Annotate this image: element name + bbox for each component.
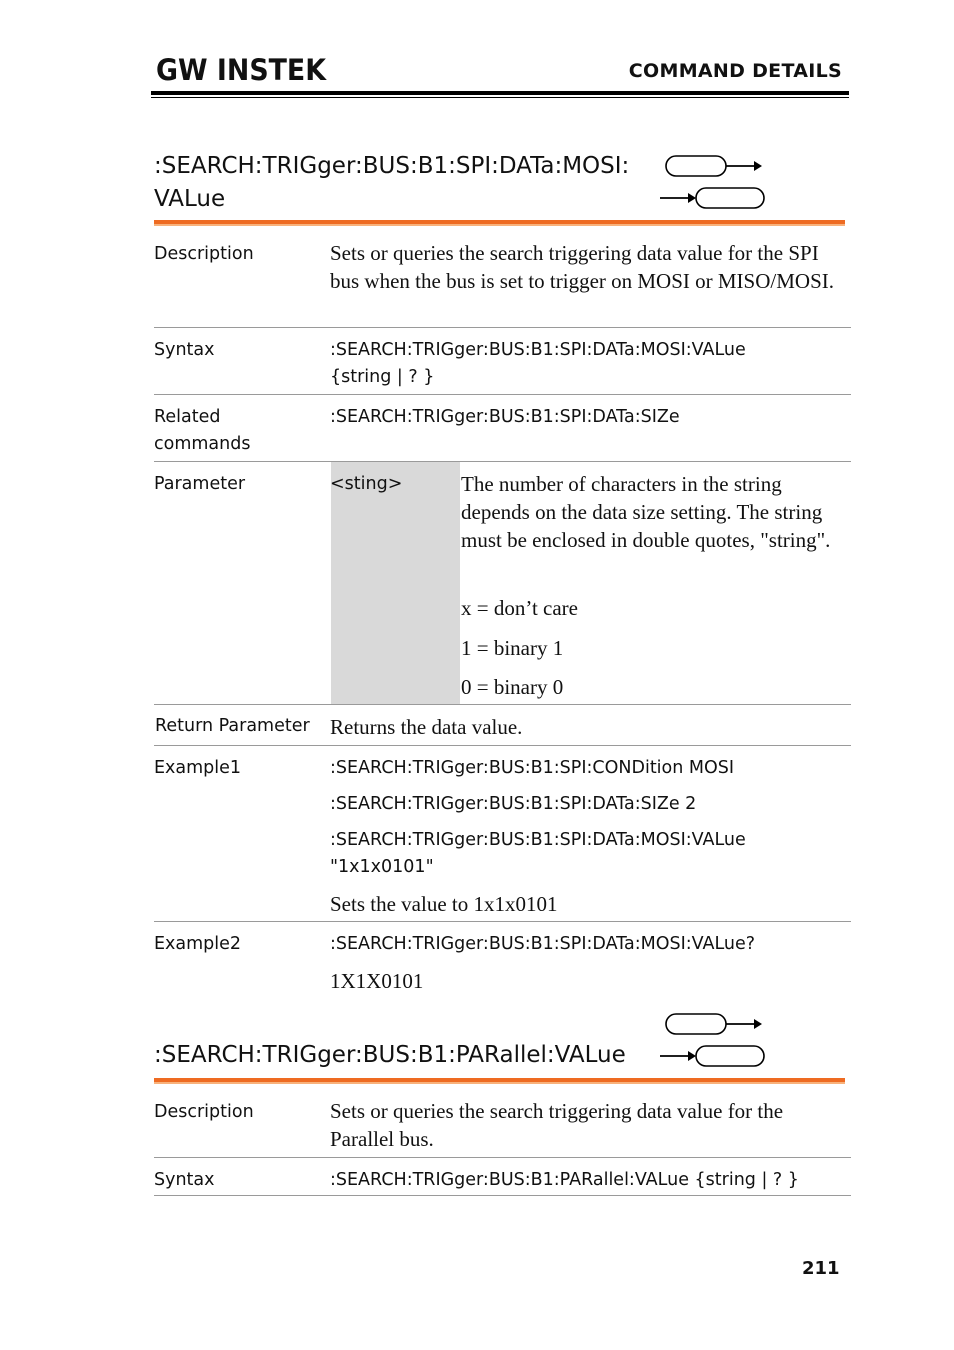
gw-instek-logo (156, 52, 328, 86)
parameter-description: The number of characters in the string depends on the data size setting. The string must be enclosed in double quotes, "string". (461, 472, 831, 552)
return-text: Returns the data value. (330, 715, 523, 739)
command-title (154, 150, 629, 216)
syntax-line1: :SEARCH:TRIGger:BUS:B1:SPI:DATa:MOSI:VALue (330, 340, 746, 360)
return-parameter-row (154, 713, 851, 746)
parameter-option-x: x = don’t care (461, 596, 578, 620)
example1-line1: :SEARCH:TRIGger:BUS:B1:SPI:CONDition MOSI (330, 758, 735, 778)
example2-line1: :SEARCH:TRIGger:BUS:B1:SPI:DATa:MOSI:VALue? (330, 934, 756, 954)
syntax-label-2: Syntax (154, 1170, 215, 1190)
header-rule-thin (151, 97, 849, 98)
example1-note: Sets the value to 1x1x0101 (330, 892, 558, 916)
set-icon (666, 1014, 762, 1034)
page-number: 211 (802, 1258, 840, 1279)
example1-line3: :SEARCH:TRIGger:BUS:B1:SPI:DATa:MOSI:VALue (330, 830, 746, 850)
example1-row (154, 755, 851, 922)
command-title-rule (154, 220, 845, 224)
example1-line2: :SEARCH:TRIGger:BUS:B1:SPI:DATa:SIZe 2 (330, 794, 697, 814)
example2-row (154, 931, 851, 1001)
command-title-line1: :SEARCH:TRIGger:BUS:B1:SPI:DATa:MOSI: (154, 153, 630, 179)
logo-text: GW INSTEK (156, 53, 328, 86)
example1-label: Example1 (154, 758, 242, 778)
description-text-2: Sets or queries the search triggering data value for the Parallel bus. (330, 1099, 784, 1151)
command-title-line2: VALue (154, 186, 226, 212)
description-label: Description (154, 244, 254, 264)
related-label-line1: Related (154, 407, 221, 427)
related-label (154, 404, 250, 458)
query-icon (660, 188, 764, 208)
parameter-label: Parameter (154, 474, 246, 494)
query-icon (660, 1046, 764, 1066)
parameter-row (154, 462, 851, 705)
set-icon (666, 156, 762, 176)
syntax-text (330, 337, 746, 391)
set-query-icon-2 (658, 1010, 768, 1070)
parameter-name-cell (331, 462, 460, 704)
related-label-line2: commands (154, 434, 251, 454)
example2-result: 1X1X0101 (330, 969, 424, 993)
example1-line4: "1x1x0101" (330, 857, 434, 877)
syntax-row-2 (154, 1167, 851, 1196)
related-command-text: :SEARCH:TRIGger:BUS:B1:SPI:DATa:SIZe (330, 407, 680, 427)
return-label: Return Parameter (155, 716, 310, 736)
example2-label: Example2 (154, 934, 242, 954)
set-query-icon (658, 152, 768, 212)
syntax-text-2: :SEARCH:TRIGger:BUS:B1:PARallel:VALue {string | ? } (330, 1170, 799, 1190)
parameter-option-0: 0 = binary 0 (461, 675, 564, 699)
syntax-line2: {string | ? } (330, 367, 435, 387)
section-title: COMMAND DETAILS (628, 60, 842, 82)
command-title-2-rule (154, 1078, 845, 1082)
related-commands-row (154, 404, 851, 462)
syntax-label: Syntax (154, 340, 215, 360)
header-rule (151, 91, 849, 95)
command-title-2-line1: :SEARCH:TRIGger:BUS:B1:PARallel:VALue (154, 1042, 626, 1068)
syntax-row (154, 337, 851, 395)
description-row-2 (154, 1097, 851, 1158)
parameter-option-1: 1 = binary 1 (461, 636, 564, 660)
description-label-2: Description (154, 1102, 254, 1122)
parameter-name: <sting> (330, 474, 403, 494)
command-title-2 (154, 1039, 626, 1072)
description-text: Sets or queries the search triggering data value for the SPI bus when the bus is set to trigger on MOSI or MISO/MOSI. (330, 241, 834, 293)
description-row (154, 239, 851, 328)
